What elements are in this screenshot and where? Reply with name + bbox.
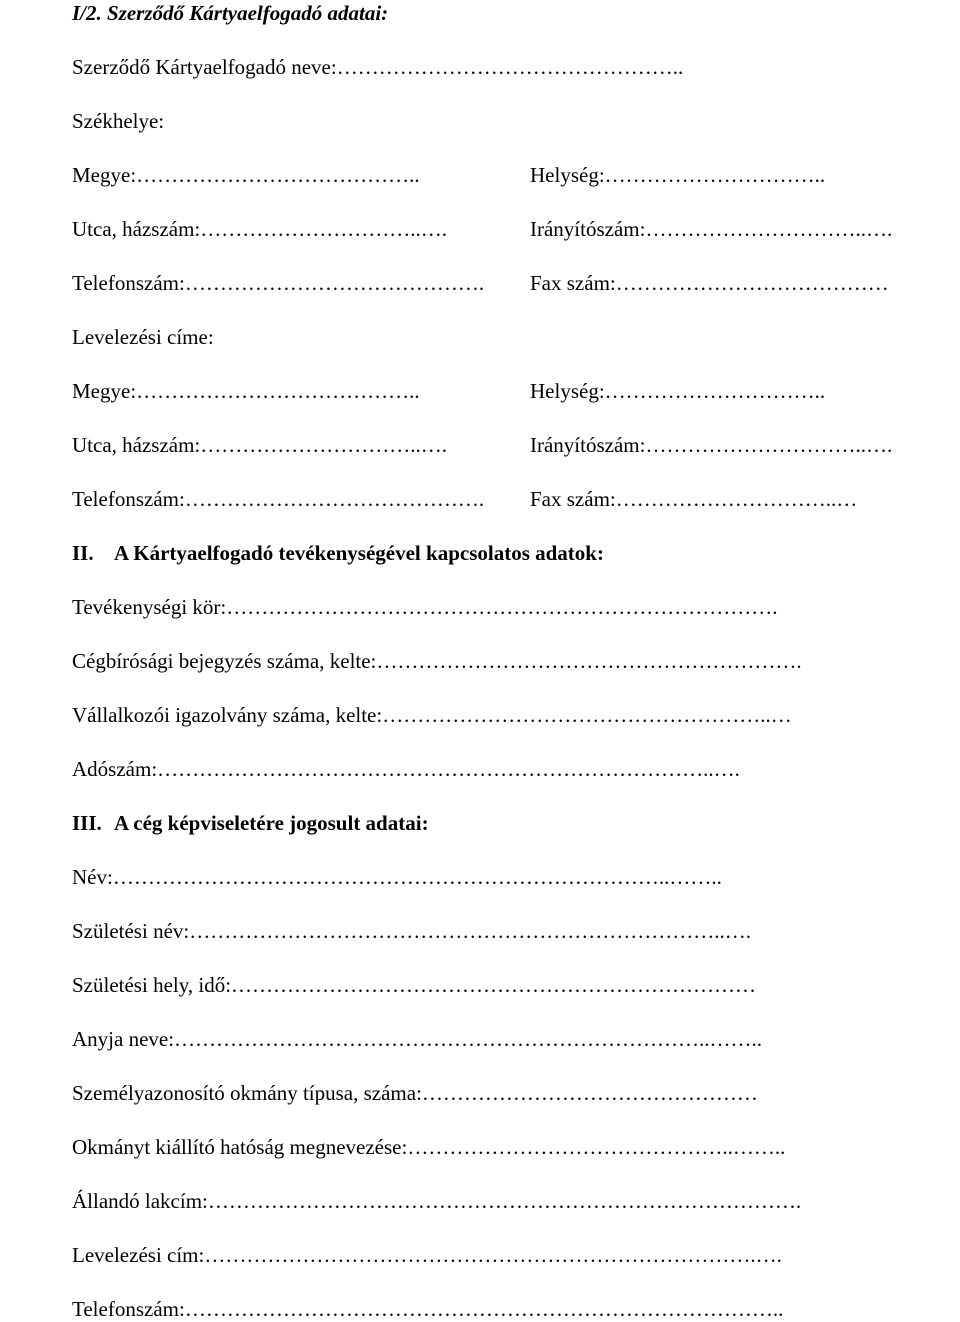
company-name-blank[interactable]: ………………………………………….. xyxy=(336,55,684,79)
birth-place-blank[interactable]: ………………………………………………………………… xyxy=(231,973,757,997)
permanent-address-field xyxy=(72,1188,801,1214)
mail-heading: Levelezési címe: xyxy=(72,325,214,349)
activity-blank[interactable]: ……………………………………………………………………. xyxy=(226,595,778,619)
mail-zip-blank[interactable]: …………………………..…. xyxy=(645,433,893,457)
registry-label: Cégbírósági bejegyzés száma, kelte: xyxy=(72,649,377,673)
mail-zip-field xyxy=(530,432,892,458)
license-blank[interactable]: ………………………………………………..… xyxy=(382,703,792,727)
mail-phone-field xyxy=(72,486,484,512)
zip-label: Irányítószám: xyxy=(530,217,646,241)
street-blank[interactable]: …………………………..…. xyxy=(200,217,448,241)
id-document-field xyxy=(72,1080,758,1106)
permanent-address-blank[interactable]: …………………………………………………………………………. xyxy=(207,1189,802,1213)
mail-fax-label: Fax szám: xyxy=(530,487,616,511)
county-blank[interactable]: ………………………………….. xyxy=(136,163,420,187)
seat-heading: Székhelye: xyxy=(72,109,165,133)
mail-zip-label: Irányítószám: xyxy=(530,433,646,457)
mother-name-blank[interactable]: …………………………………………………………………..…….. xyxy=(174,1027,763,1051)
section-ii-title: A Kártyaelfogadó tevékenységével kapcsolatos adatok: xyxy=(114,541,604,565)
mother-name-field xyxy=(72,1026,762,1052)
mail-fax-field xyxy=(530,486,857,512)
phone-blank[interactable]: ……………………………………. xyxy=(184,271,485,295)
mail-phone-label: Telefonszám: xyxy=(72,487,185,511)
section-ii-number: II. xyxy=(72,541,94,565)
county-label: Megye: xyxy=(72,163,137,187)
rep-name-field xyxy=(72,864,722,890)
zip-field xyxy=(530,216,892,242)
section-i2-title: I/2. Szerződő Kártyaelfogadó adatai: xyxy=(72,1,389,25)
mail-county-label: Megye: xyxy=(72,379,137,403)
mailing-address-label: Levelezési cím: xyxy=(72,1243,205,1267)
zip-blank[interactable]: …………………………..…. xyxy=(645,217,893,241)
section-iii-title: A cég képviseletére jogosult adatai: xyxy=(114,811,429,835)
id-document-blank[interactable]: ………………………………………… xyxy=(421,1081,758,1105)
fax-label: Fax szám: xyxy=(530,271,616,295)
phone-label: Telefonszám: xyxy=(72,271,185,295)
birth-name-field xyxy=(72,918,751,944)
activity-field xyxy=(72,594,777,620)
street-label: Utca, házszám: xyxy=(72,217,201,241)
county-field xyxy=(72,162,420,188)
mail-city-label: Helység: xyxy=(530,379,605,403)
rep-phone-label: Telefonszám: xyxy=(72,1297,185,1321)
mail-street-label: Utca, házszám: xyxy=(72,433,201,457)
city-field xyxy=(530,162,825,188)
fax-blank[interactable]: ………………………………… xyxy=(615,271,889,295)
mail-street-field xyxy=(72,432,447,458)
activity-label: Tevékenységi kör: xyxy=(72,595,227,619)
mother-name-label: Anyja neve: xyxy=(72,1027,175,1051)
rep-phone-blank[interactable]: ………………………………………………………………………….. xyxy=(184,1297,784,1321)
birth-place-label: Születési hely, idő: xyxy=(72,973,232,997)
mail-city-blank[interactable]: ………………………….. xyxy=(604,379,826,403)
registry-field xyxy=(72,648,802,674)
issuing-authority-blank[interactable]: ………………………………………..…….. xyxy=(407,1135,786,1159)
issuing-authority-label: Okmányt kiállító hatóság megnevezése: xyxy=(72,1135,408,1159)
section-iii-number: III. xyxy=(72,811,102,835)
city-label: Helység: xyxy=(530,163,605,187)
mail-county-blank[interactable]: ………………………………….. xyxy=(136,379,420,403)
company-name-field xyxy=(72,54,683,80)
phone-field xyxy=(72,270,484,296)
mailing-address-field xyxy=(72,1242,782,1268)
permanent-address-label: Állandó lakcím: xyxy=(72,1189,208,1213)
mail-phone-blank[interactable]: ……………………………………. xyxy=(184,487,485,511)
tax-label: Adószám: xyxy=(72,757,158,781)
mail-street-blank[interactable]: …………………………..…. xyxy=(200,433,448,457)
rep-phone-field xyxy=(72,1296,783,1322)
birth-place-field xyxy=(72,972,756,998)
company-name-label: Szerződő Kártyaelfogadó neve: xyxy=(72,55,337,79)
birth-name-label: Születési név: xyxy=(72,919,190,943)
mail-county-field xyxy=(72,378,420,404)
rep-name-label: Név: xyxy=(72,865,113,889)
street-field xyxy=(72,216,447,242)
license-label: Vállalkozói igazolvány száma, kelte: xyxy=(72,703,383,727)
issuing-authority-field xyxy=(72,1134,785,1160)
birth-name-blank[interactable]: …………………………………………………………………..…. xyxy=(189,919,751,943)
tax-field xyxy=(72,756,740,782)
id-document-label: Személyazonosító okmány típusa, száma: xyxy=(72,1081,422,1105)
mailing-address-blank[interactable]: …………………………………………………………………….…. xyxy=(204,1243,782,1267)
mail-city-field xyxy=(530,378,825,404)
rep-name-blank[interactable]: ……………………………………………………………………..…….. xyxy=(112,865,722,889)
city-blank[interactable]: ………………………….. xyxy=(604,163,826,187)
registry-blank[interactable]: ……………………………………………………. xyxy=(376,649,802,673)
fax-field xyxy=(530,270,889,296)
license-field xyxy=(72,702,792,728)
mail-fax-blank[interactable]: …………………………..… xyxy=(615,487,858,511)
tax-blank[interactable]: ……………………………………………………………………..…. xyxy=(157,757,740,781)
